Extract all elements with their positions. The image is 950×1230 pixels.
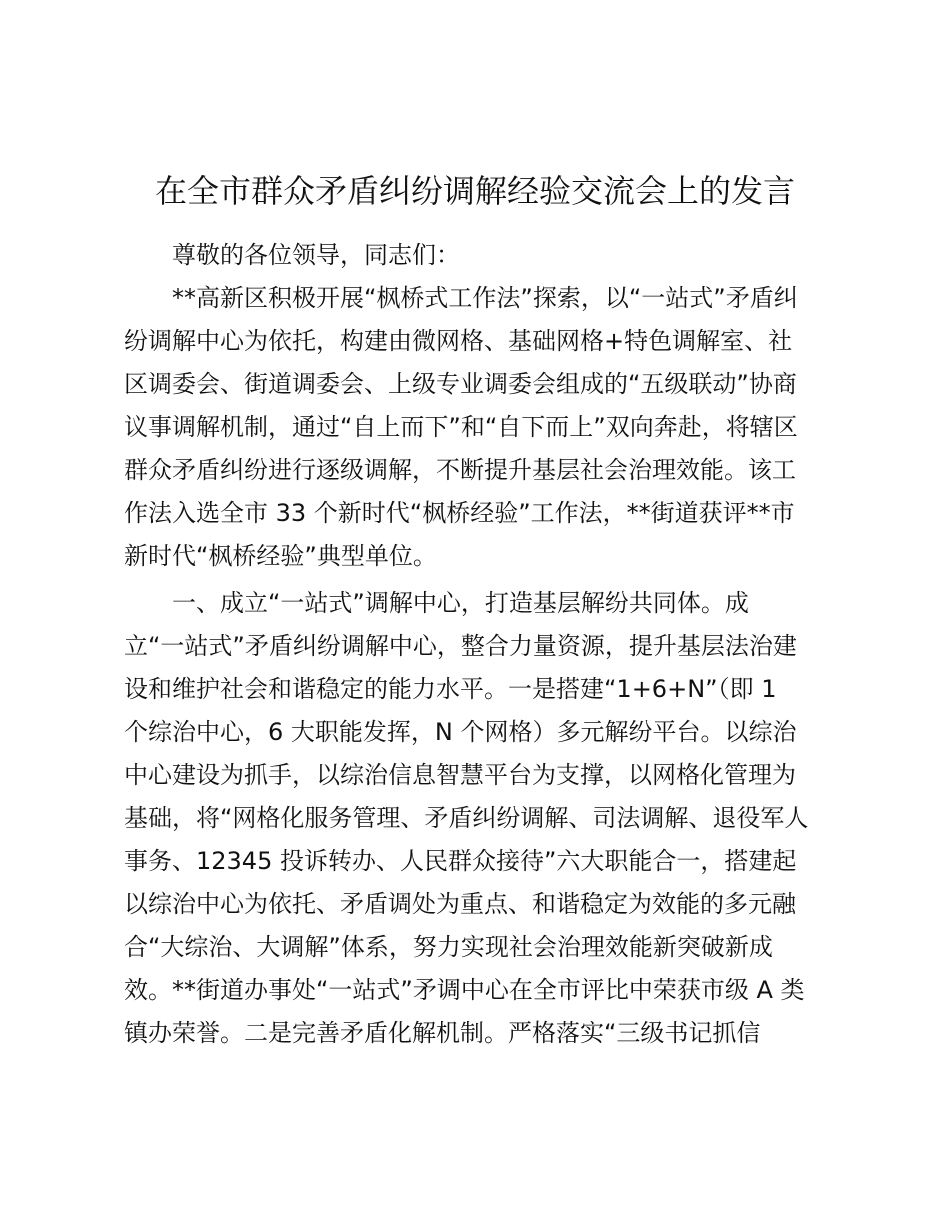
paragraph-line: 立“一站式”矛盾纠纷调解中心，整合力量资源，提升基层法治建 xyxy=(124,632,797,660)
paragraph-line: 基础，将“网格化服务管理、矛盾纠纷调解、司法调解、退役军人 xyxy=(124,804,809,832)
paragraph-line: 中心建设为抓手，以综治信息智慧平台为支撑，以网格化管理为 xyxy=(124,761,796,789)
paragraph-line: 以综治中心为依托、矛盾调处为重点、和谐稳定为效能的多元融 xyxy=(124,890,796,918)
paragraph-line: 纷调解中心为依托，构建由微网格、基础网格+特色调解室、社 xyxy=(124,327,793,355)
paragraph-line: 合“大综治、大调解”体系，努力实现社会治理效能新突破新成 xyxy=(124,933,773,961)
paragraph-line: 镇办荣誉。二是完善矛盾化解机制。严格落实“三级书记抓信 xyxy=(124,1019,761,1047)
paragraph-line: 新时代“枫桥经验”典型单位。 xyxy=(124,542,437,570)
paragraph-line: 议事调解机制，通过“自上而下”和“自下而上”双向奔赴，将辖区 xyxy=(124,413,798,441)
paragraph-line: 作法入选全市 33 个新时代“枫桥经验”工作法，**街道获评**市 xyxy=(124,499,795,527)
paragraph-line: **高新区积极开展“枫桥式工作法”探索，以“一站式”矛盾纠 xyxy=(172,284,798,312)
paragraph-line: 事务、12345 投诉转办、人民群众接待”六大职能合一，搭建起 xyxy=(124,847,797,875)
paragraph-line: 效。**街道办事处“一站式”矛调中心在全市评比中荣获市级 A 类 xyxy=(124,976,805,1004)
document-title: 在全市群众矛盾纠纷调解经验交流会上的发言 xyxy=(154,172,795,210)
section-heading-line: 一、成立“一站式”调解中心，打造基层解纷共同体。成 xyxy=(172,589,749,617)
paragraph-line: 群众矛盾纠纷进行逐级调解，不断提升基层社会治理效能。该工 xyxy=(124,456,796,484)
paragraph-line: 个综治中心，6 大职能发挥，N 个网格）多元解纷平台。以综治 xyxy=(124,718,797,746)
paragraph-line: 设和维护社会和谐稳定的能力水平。一是搭建“1+6+N”（即 1 xyxy=(124,675,777,703)
salutation: 尊敬的各位领导，同志们： xyxy=(172,241,460,269)
paragraph-line: 区调委会、街道调委会、上级专业调委会组成的“五级联动”协商 xyxy=(124,370,797,398)
